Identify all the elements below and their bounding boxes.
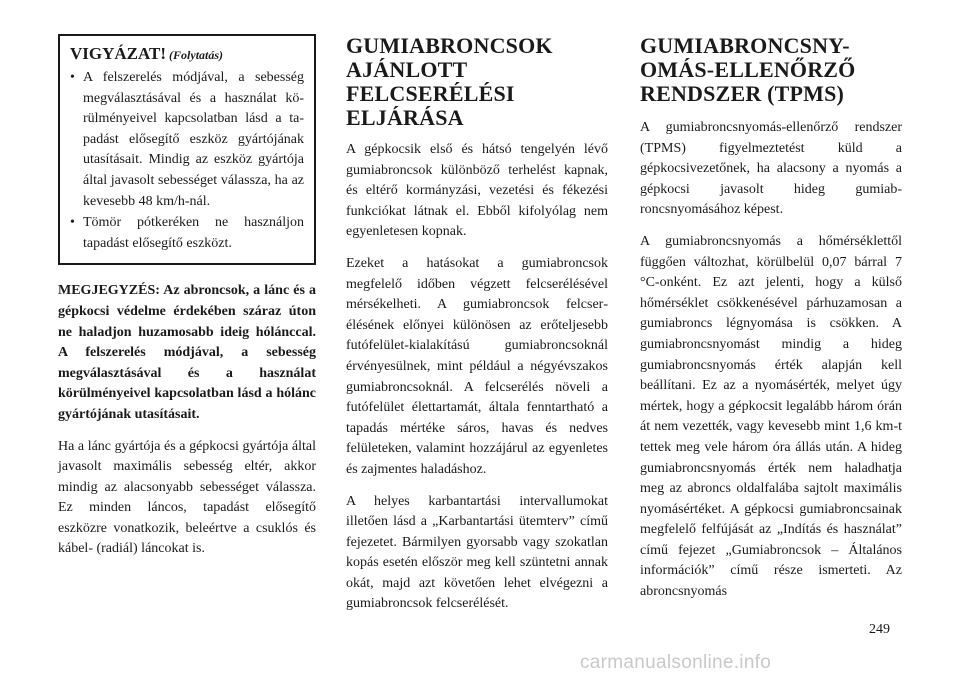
body-paragraph: A helyes karbantartási intervallumokat illetően lásd a „Karbantartási ütemterv” című fejezetet. Bármilyen gyorsabb vagy szokatlan kopás esetén először meg kell szüntetni annak okát, majd azt követően lehet elvégezni a gumiabroncsok felcserélését. xyxy=(346,493,608,612)
warning-heading xyxy=(70,44,304,64)
watermark: carmanualsonline.info xyxy=(580,652,772,673)
warning-box xyxy=(58,34,316,265)
heading-line: OMÁS-ELLENŐRZŐ xyxy=(640,57,856,82)
body-paragraph: A gépkocsik első és hátsó tengelyén lévő gumiabroncsok különböző terhelést kapnak, és eltérő kormányzási, vezetési és fékezési funkciókat látnak el. Ebből kifolyólag nem egyenletesen kopnak. xyxy=(346,142,608,240)
body-paragraph: A gumiabroncsnyomás-ellenőrző rendszer (TPMS) figyelmeztetést küld a gépkocsivezetőnek, ha alacsony a nyomás a gépkocsi javasolt hideg gumiabroncsnyomásához képest. xyxy=(640,120,902,218)
heading-line: GUMIABRONCSOK xyxy=(346,33,553,58)
body-paragraph: Ezeket a hatásokat a gumiabroncsok megfelelő időben végzett felcserélésével mérsékelheti. A gumiabroncsok felcserélésének előnyei különösen az erőteljesebb futófelület-kialakítású gumiabroncsoknál érvényesülnek, mint például a négyévszakos gumiabroncsoknál. A felcserélés növeli a futófelület élettartamát, általa fenntartható a tapadás mértéke sáros, havas és nedves felületeken, valamint hozzájárul az egyenletes és zajmentes haladáshoz. xyxy=(346,255,608,477)
heading-line: GUMIABRONCSNY- xyxy=(640,33,850,58)
section-heading-tpms xyxy=(640,34,902,106)
column-left xyxy=(58,34,316,560)
heading-line: RENDSZER (TPMS) xyxy=(640,81,845,106)
heading-line: AJÁNLOTT xyxy=(346,57,468,82)
note-paragraph: MEGJEGYZÉS: Az abroncsok, a lánc és a gépkocsi védelme érdekében száraz úton ne haladjon huzamosabb ideig hólánccal. A felszerelés módjával, a sebesség megválasztásával és a használat körülményeivel kapcsolatban lásd a hólánc gyártójának utasításait. xyxy=(58,283,316,422)
heading-line: ELJÁRÁSA xyxy=(346,105,464,130)
page-number: 249 xyxy=(869,622,890,637)
warning-continued-label: (Folytatás) xyxy=(169,48,224,62)
heading-line: FELCSERÉLÉSI xyxy=(346,81,515,106)
body-paragraph: A gumiabroncsnyomás a hőmérséklettől függően változhat, körülbelül 0,07 bárral 7 °C-onként. Ez azt jelenti, hogy a külső hőmérséklet csökkenésével párhuzamosan a gumiabroncs légnyomása is csökken. A gumiabroncsnyomást mindig a hideg gumiabroncsnyomás érték alapján kell beállítani. Ez az a nyomásérték, melyet úgy mértek, hogy a gépkocsit legalább három órán át nem vezették, vagy kevesebb mint 1,6 km-t tettek meg vele három óra állás után. A hideg gumiabroncsnyomás érték nem haladhatja meg az abroncs oldalfalába sajtolt maximális nyomásértéket. A gépkocsi gumiabroncsainak megfelelő felfújását az „Indítás és használat” című fejezet „Gumiabroncsok – Általános információk” című része ismerteti. Az abroncsnyomás xyxy=(640,233,902,600)
warning-title: VIGYÁZAT! xyxy=(70,44,167,63)
section-heading-tire-rotation xyxy=(346,34,608,130)
body-paragraph: Ha a lánc gyártója és a gépkocsi gyártója által javasolt maximális sebesség eltér, akkor mindig az alacsonyabb sebességet válassza. Ez minden láncos, tapadást elősegítő eszközre vonatkozik, beleértve a csuklós és kábel- (radiál) láncokat is. xyxy=(58,438,316,557)
warning-item: • Tömör pótkeréken ne használjon tapadást elősegítő eszközt. xyxy=(70,213,304,254)
column-right xyxy=(640,34,902,603)
column-middle xyxy=(346,34,608,615)
warning-list xyxy=(70,68,304,254)
warning-item: • A felszerelés módjával, a sebesség megválasztásával és a használat körülményeivel kapcsolatban lásd a tapadást elősegítő eszköz gyártójának utasításait. Mindig az eszköz gyártója által javasolt sebességet válassza, ha az kevesebb 48 km/h-nál. xyxy=(70,68,304,212)
